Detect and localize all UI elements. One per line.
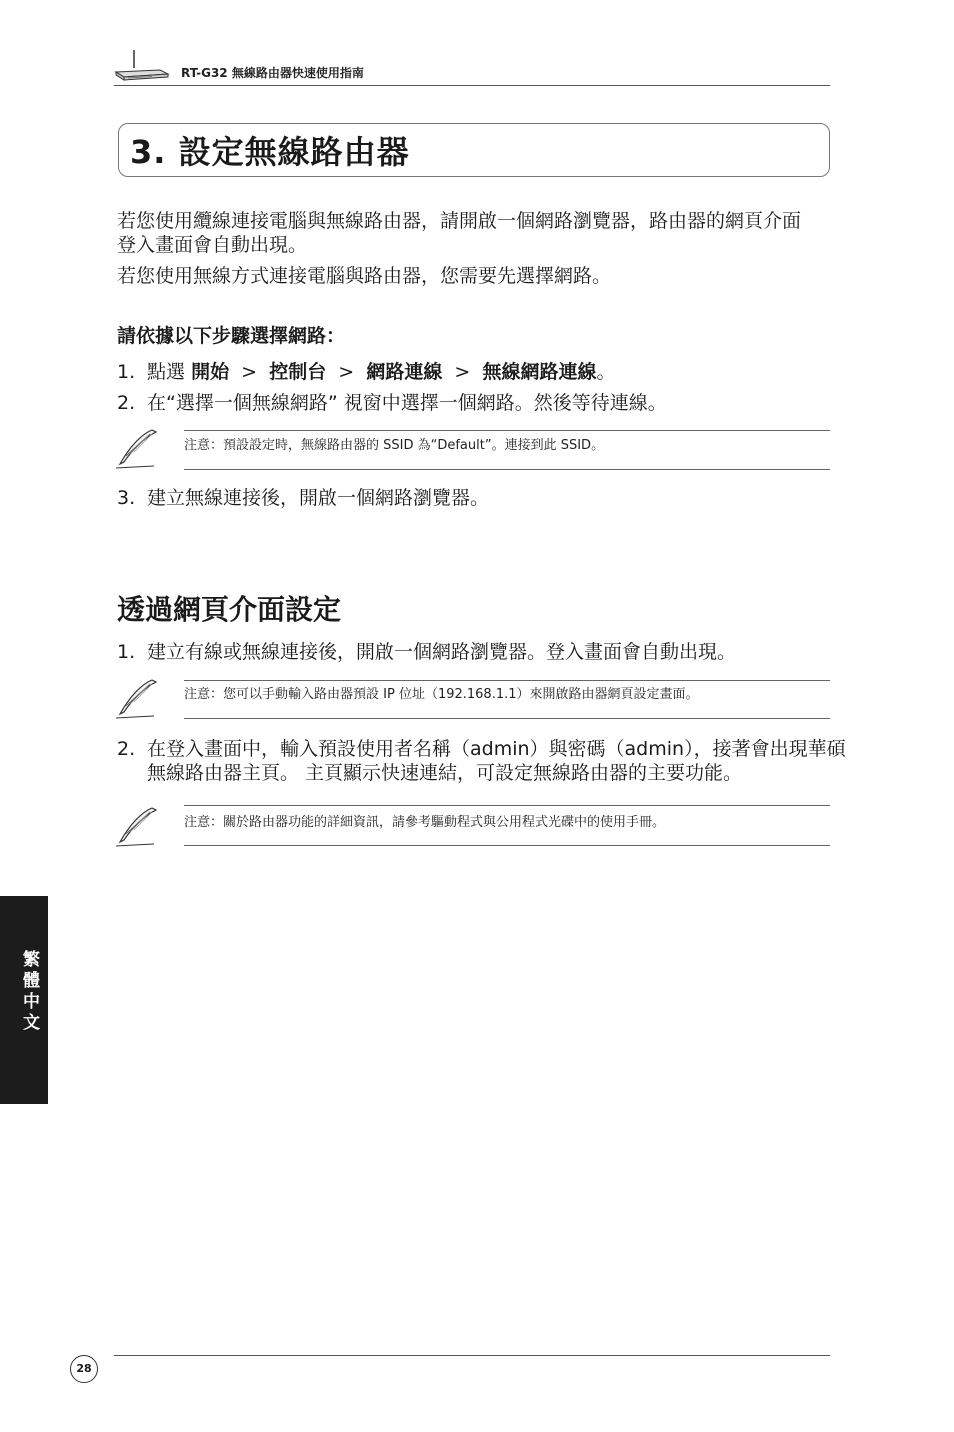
note-pen-icon bbox=[112, 804, 160, 848]
note-3-top-rule bbox=[184, 805, 830, 806]
step-1-separator: > bbox=[454, 361, 471, 383]
footer-divider bbox=[114, 1355, 830, 1356]
step-2-number: 2. bbox=[117, 392, 136, 414]
step-1-wireless-connection: 無線網路連線 bbox=[482, 361, 597, 383]
note-1-text: 注意：預設設定時，無線路由器的 SSID 為“Default”。連接到此 SSID。 bbox=[184, 438, 605, 453]
language-tab-label: 繁體中文 bbox=[19, 950, 39, 1034]
header-title: RT-G32 無線路由器快速使用指南 bbox=[181, 66, 364, 80]
step-1 bbox=[117, 360, 615, 384]
page-number: 28 bbox=[70, 1355, 98, 1383]
note-2-text: 注意：您可以手動輸入路由器預設 IP 位址（192.168.1.1）來開啟路由器網頁設定畫面。 bbox=[184, 687, 699, 702]
web-step-1-text: 建立有線或無線連接後，開啟一個網路瀏覽器。登入畫面會自動出現。 bbox=[147, 641, 737, 663]
steps-heading: 請依據以下步驟選擇網路： bbox=[117, 325, 346, 347]
step-2 bbox=[117, 391, 667, 415]
note-1-top-rule bbox=[184, 430, 830, 431]
step-1-end: 。 bbox=[596, 361, 616, 383]
note-2-bottom-rule bbox=[184, 718, 830, 719]
step-1-prefix: 點選 bbox=[147, 361, 186, 383]
web-step-2-line-1: 在登入畫面中，輸入預設使用者名稱（admin）與密碼（admin），接著會出現華碩 bbox=[147, 738, 846, 760]
header-divider bbox=[114, 85, 830, 86]
note-1-bottom-rule bbox=[184, 469, 830, 470]
note-3-bottom-rule bbox=[184, 845, 830, 846]
intro-paragraph-1-line-1: 若您使用纜線連接電腦與無線路由器，請開啟一個網路瀏覽器，路由器的網頁介面 bbox=[117, 210, 802, 232]
step-1-control-panel: 控制台 bbox=[269, 361, 327, 383]
note-3-text: 注意：關於路由器功能的詳細資訊，請參考驅動程式與公用程式光碟中的使用手冊。 bbox=[184, 815, 666, 830]
step-3 bbox=[117, 486, 489, 510]
section-title: 3. 設定無線路由器 bbox=[130, 133, 410, 171]
step-3-text: 建立無線連接後，開啟一個網路瀏覽器。 bbox=[147, 487, 490, 509]
router-icon bbox=[112, 48, 172, 82]
step-1-network-connections: 網路連線 bbox=[366, 361, 443, 383]
web-section-heading: 透過網頁介面設定 bbox=[117, 593, 342, 626]
intro-paragraph-1-line-2: 登入畫面會自動出現。 bbox=[117, 234, 308, 256]
step-1-number: 1. bbox=[117, 361, 136, 383]
web-step-2 bbox=[117, 737, 846, 761]
web-step-2-number: 2. bbox=[117, 738, 136, 760]
web-step-1-number: 1. bbox=[117, 641, 136, 663]
step-1-separator: > bbox=[241, 361, 258, 383]
note-2-top-rule bbox=[184, 680, 830, 681]
web-step-1 bbox=[117, 640, 736, 664]
step-2-text: 在“選擇一個無線網路” 視窗中選擇一個網路。然後等待連線。 bbox=[147, 392, 667, 414]
intro-paragraph-2: 若您使用無線方式連接電腦與路由器，您需要先選擇網路。 bbox=[117, 265, 612, 287]
step-3-number: 3. bbox=[117, 487, 136, 509]
note-pen-icon bbox=[112, 676, 160, 720]
step-1-separator: > bbox=[338, 361, 355, 383]
step-1-start: 開始 bbox=[191, 361, 230, 383]
web-step-2-line-2: 無線路由器主頁。 主頁顯示快速連結，可設定無線路由器的主要功能。 bbox=[147, 762, 743, 784]
note-pen-icon bbox=[112, 426, 160, 470]
